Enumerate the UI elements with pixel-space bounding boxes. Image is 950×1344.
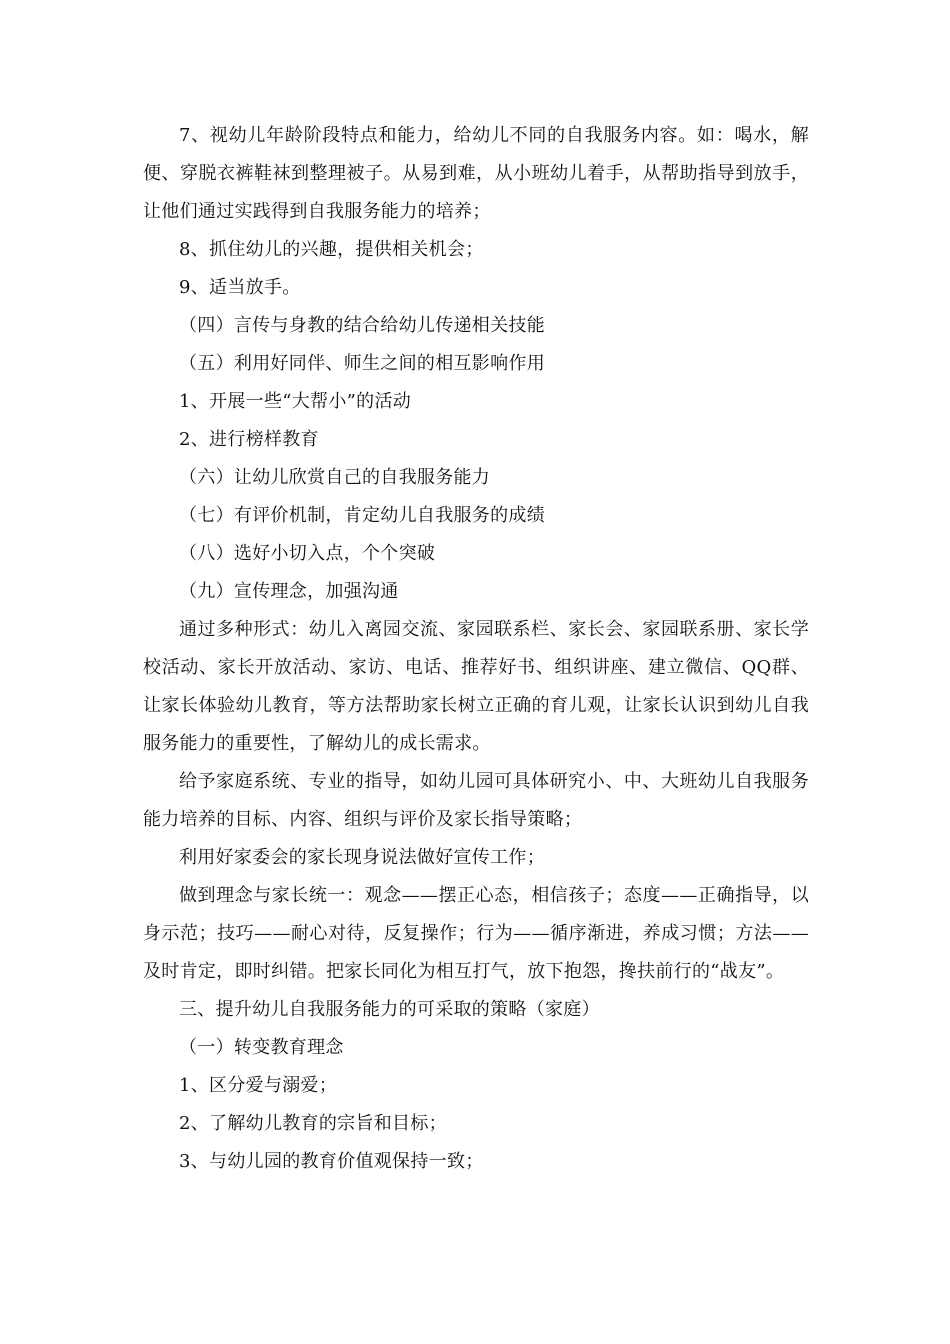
paragraph-family-guidance: 给予家庭系统、专业的指导，如幼儿园可具体研究小、中、大班幼儿自我服务能力培养的目标、内容、组织与评价及家长指导策略； xyxy=(143,771,809,830)
paragraph-item-5-2: 2、进行榜样教育 xyxy=(179,429,319,450)
section-heading-9: （九）宣传理念，加强沟通 xyxy=(179,581,399,602)
section-heading-4: （四）言传与身教的结合给幼儿传递相关技能 xyxy=(179,315,545,336)
paragraph-parent-committee: 利用好家委会的家长现身说法做好宣传工作； xyxy=(179,847,545,868)
paragraph-communication-forms: 通过多种形式：幼儿入离园交流、家园联系栏、家长会、家园联系册、家长学校活动、家长开放活动、家访、电话、推荐好书、组织讲座、建立微信、QQ群、让家长体验幼儿教育，等方法帮助家长树立正确的育儿观，让家长认识到幼儿自我服务能力的重要性，了解幼儿的成长需求。 xyxy=(143,619,809,754)
paragraph-item-3: 3、与幼儿园的教育价值观保持一致； xyxy=(179,1151,484,1172)
section-heading-7: （七）有评价机制，肯定幼儿自我服务的成绩 xyxy=(179,505,545,526)
paragraph-unify-concepts: 做到理念与家长统一：观念——摆正心态，相信孩子；态度——正确指导，以身示范；技巧——耐心对待，反复操作；行为——循序渐进，养成习惯；方法——及时肯定，即时纠错。把家长同化为相互打气，放下抱怨，搀扶前行的“战友”。 xyxy=(143,885,809,982)
section-heading-three: 三、提升幼儿自我服务能力的可采取的策略（家庭） xyxy=(179,999,600,1020)
paragraph-item-1: 1、区分爱与溺爱； xyxy=(179,1075,338,1096)
paragraph-item-7: 7、视幼儿年龄阶段特点和能力，给幼儿不同的自我服务内容。如：喝水，解便、穿脱衣裤鞋袜到整理被子。从易到难，从小班幼儿着手，从帮助指导到放手，让他们通过实践得到自我服务能力的培养； xyxy=(143,125,809,222)
paragraph-item-9: 9、适当放手。 xyxy=(179,277,301,298)
paragraph-item-2: 2、了解幼儿教育的宗旨和目标； xyxy=(179,1113,447,1134)
paragraph-item-5-1: 1、开展一些“大帮小”的活动 xyxy=(179,391,412,412)
section-heading-6: （六）让幼儿欣赏自己的自我服务能力 xyxy=(179,467,491,488)
paragraph-item-8: 8、抓住幼儿的兴趣，提供相关机会； xyxy=(179,239,484,260)
section-heading-8: （八）选好小切入点，个个突破 xyxy=(179,543,436,564)
document-body xyxy=(143,117,809,1181)
section-heading-one: （一）转变教育理念 xyxy=(179,1037,344,1058)
section-heading-5: （五）利用好同伴、师生之间的相互影响作用 xyxy=(179,353,545,374)
